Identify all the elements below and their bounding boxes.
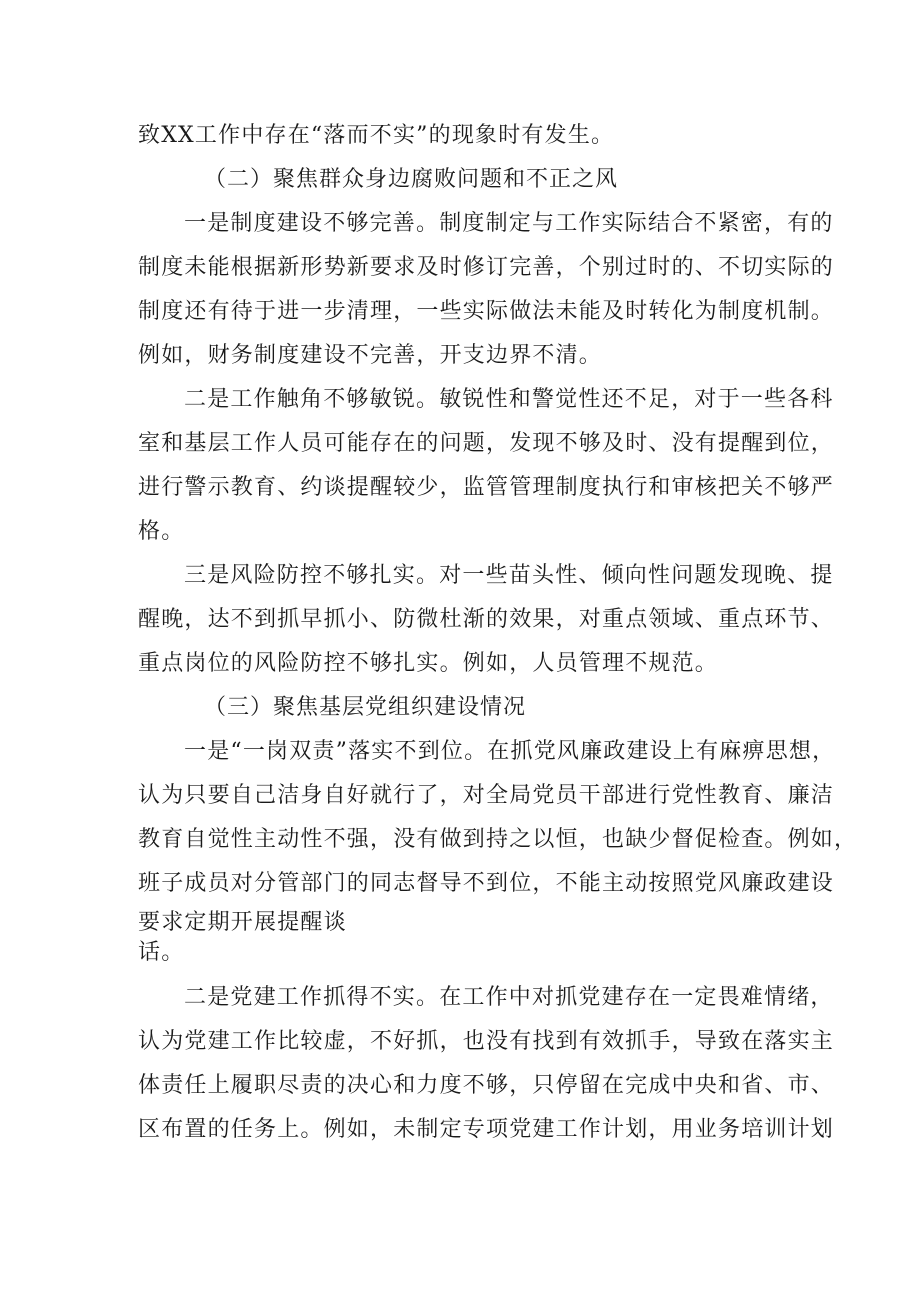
section-heading: （三）聚焦基层党组织建设情况 (204, 695, 527, 720)
paragraph-line: 三是风险防控不够扎实。对一些苗头性、倾向性问题发现晚、提 (184, 563, 834, 588)
paragraph-line: 教育自觉性主动性不强，没有做到持之以恒，也缺少督促检查。例如， (138, 827, 858, 852)
paragraph-line: 例如，财务制度建设不完善，开支边界不清。 (138, 343, 603, 368)
paragraph-line: 区布置的任务上。例如，未制定专项党建工作计划，用业务培训计划 (138, 1117, 835, 1142)
paragraph-line: 体责任上履职尽责的决心和力度不够，只停留在完成中央和省、市、 (138, 1073, 835, 1098)
paragraph-line: 认为只要自己洁身自好就行了，对全局党员干部进行党性教育、廉洁 (138, 783, 835, 808)
paragraph-line: 二是党建工作抓得不实。在工作中对抓党建存在一定畏难情绪， (184, 985, 834, 1010)
paragraph-line: 格。 (138, 519, 185, 544)
paragraph-line: 重点岗位的风险防控不够扎实。例如，人员管理不规范。 (138, 651, 719, 676)
paragraph-line: 制度还有待于进一步清理，一些实际做法未能及时转化为制度机制。 (138, 299, 835, 324)
paragraph-line: 醒晚，达不到抓早抓小、防微杜渐的效果，对重点领域、重点环节、 (138, 607, 835, 632)
paragraph-line: 制度未能根据新形势新要求及时修订完善，个别过时的、不切实际的 (138, 255, 835, 280)
paragraph-line: 室和基层工作人员可能存在的问题，发现不够及时、没有提醒到位， (138, 431, 835, 456)
paragraph-line: 要求定期开展提醒谈 (138, 910, 347, 935)
paragraph-line: 话。 (138, 940, 185, 965)
section-heading: （二）聚焦群众身边腐败问题和不正之风 (204, 167, 619, 192)
paragraph-line: 认为党建工作比较虚，不好抓，也没有找到有效抓手，导致在落实主 (138, 1029, 835, 1054)
paragraph-line: 进行警示教育、约谈提醒较少，监管管理制度执行和审核把关不够严 (138, 475, 835, 500)
paragraph-line: 班子成员对分管部门的同志督导不到位，不能主动按照党风廉政建设 (138, 871, 835, 896)
paragraph-line: 致XX工作中存在“落而不实”的现象时有发生。 (138, 123, 615, 148)
paragraph-line: 二是工作触角不够敏锐。敏锐性和警觉性还不足，对于一些各科 (184, 387, 834, 412)
paragraph-line: 一是制度建设不够完善。制度制定与工作实际结合不紧密，有的 (184, 211, 834, 236)
paragraph-line: 一是“一岗双责”落实不到位。在抓党风廉政建设上有麻痹思想， (184, 739, 836, 764)
